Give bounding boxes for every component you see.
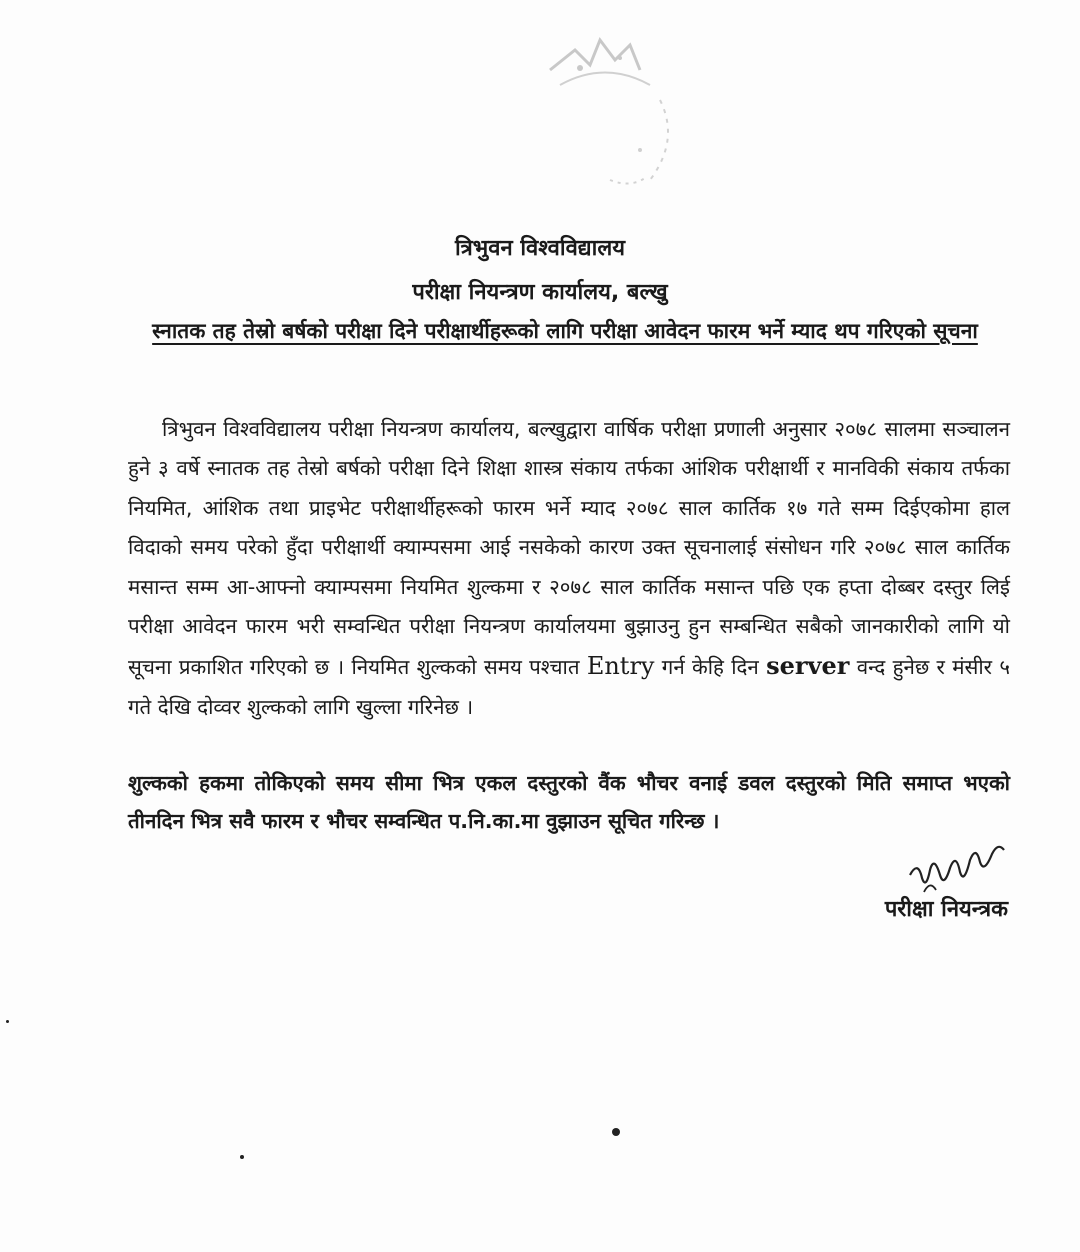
speck-mark bbox=[240, 1155, 244, 1159]
handwritten-signature bbox=[900, 830, 1010, 900]
university-emblem-stamp bbox=[520, 30, 690, 200]
office-name: परीक्षा नियन्त्रण कार्यालय, बल्खु bbox=[412, 280, 668, 305]
university-name: त्रिभुवन विश्वविद्यालय bbox=[454, 236, 626, 261]
signatory-title: परीक्षा नियन्त्रक bbox=[884, 897, 1008, 922]
speck-mark bbox=[612, 1128, 620, 1136]
entry-word: Entry bbox=[586, 652, 655, 681]
body-text-part-3: वन्द हुनेछ र मंसीर ५ गते देखि दोव्वर शुल्कको लागि खुल्ला गरिनेछ । bbox=[128, 655, 1010, 719]
notice-subject-text: स्नातक तह तेस्रो बर्षको परीक्षा दिने परीक्षार्थीहरूको लागि परीक्षा आवेदन फारम भर्ने म्याद थप गरिएको सूचना bbox=[152, 319, 978, 343]
notice-subject bbox=[150, 310, 980, 352]
notice-body-paragraph bbox=[128, 410, 1010, 727]
body-text-part-2: गर्न केहि दिन bbox=[654, 655, 767, 680]
notice-body-paragraph-2: शुल्कको हकमा तोकिएको समय सीमा भित्र एकल दस्तुरको वैंक भौचर वनाई डवल दस्तुरको मिति समाप्त भएको तीनदिन भित्र सवै फारम र भौचर सम्वन्धित प.नि.का.मा वुझाउन सूचित गरिन्छ । bbox=[128, 771, 1010, 833]
speck-mark bbox=[6, 1020, 9, 1023]
server-word: server bbox=[766, 651, 850, 681]
body-text-part-1: त्रिभुवन विश्वविद्यालय परीक्षा नियन्त्रण कार्यालय, बल्खुद्वारा वार्षिक परीक्षा प्रणाली अनुसार २०७८ सालमा सञ्चालन हुने ३ वर्षे स्नातक तह तेस्रो बर्षको परीक्षा दिने शिक्षा शास्त्र संकाय तर्फका आंशिक परीक्षार्थी र मानविकी संकाय तर्फका नियमित, आंशिक तथा प्राइभेट परीक्षार्थीहरूको फारम भर्ने म्याद २०७८ साल कार्तिक १७ गते सम्म दिईएकोमा हाल विदाको समय परेको हुँदा परीक्षार्थी क्याम्पसमा आई नसकेको कारण उक्त सूचनालाई संसोधन गरि २०७८ साल कार्तिक मसान्त सम्म आ-आफ्नो क्याम्पसमा नियमित शुल्कमा र २०७८ साल कार्तिक मसान्त पछि एक हप्ता दोब्बर दस्तुर लिई परीक्षा आवेदन फारम भरी सम्वन्धित परीक्षा नियन्त्रण कार्यालयमा बुझाउनु हुन सम्बन्धित सबैको जानकारीको लागि यो सूचना प्रकाशित गरिएको छ । नियमित शुल्कको समय पश्चात bbox=[128, 417, 1010, 680]
